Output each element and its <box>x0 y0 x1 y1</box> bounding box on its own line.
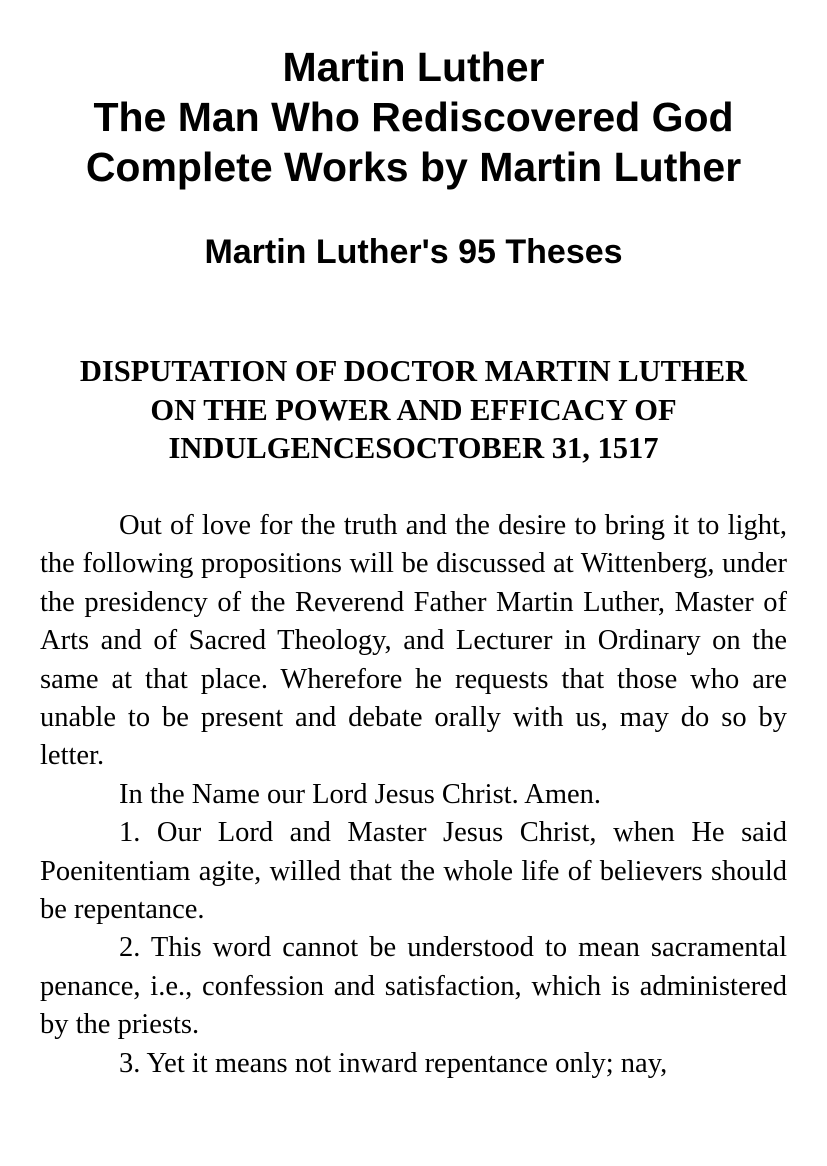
book-title <box>0 42 827 192</box>
thesis-paragraph: 1. Our Lord and Master Jesus Christ, when He said Poenitentiam agite, willed that the whole life of believers should be repentance. <box>40 817 787 926</box>
invocation-paragraph: In the Name our Lord Jesus Christ. Amen. <box>119 778 602 810</box>
heading-line-1: DISPUTATION OF DOCTOR MARTIN LUTHER <box>79 354 748 388</box>
heading-line-2: ON THE POWER AND EFFICACY OF <box>150 392 677 427</box>
thesis-paragraph: 3. Yet it means not inward repentance only; nay, <box>119 1047 668 1079</box>
title-line-collection: Complete Works by Martin Luther <box>85 144 742 190</box>
body-text <box>40 507 787 1083</box>
section-heading <box>40 352 787 468</box>
title-line-tagline: The Man Who Rediscovered God <box>93 94 734 140</box>
title-line-author: Martin Luther <box>282 44 545 90</box>
chapter-title: Martin Luther's 95 Theses <box>204 233 623 271</box>
thesis-paragraph: 2. This word cannot be understood to mean sacramental penance, i.e., confession and satisfaction, which is administered by the priests. <box>40 932 787 1041</box>
intro-paragraph: Out of love for the truth and the desire to bring it to light, the following propositions will be discussed at Wittenberg, under the presidency of the Reverend Father Martin Luther, Master of Arts and of Sacred Theology, and Lecturer in Ordinary on the same at that place. Wherefore he requests that those who are unable to be present and debate orally with us, may do so by letter. <box>40 510 787 772</box>
heading-line-3: INDULGENCESOCTOBER 31, 1517 <box>168 431 659 465</box>
